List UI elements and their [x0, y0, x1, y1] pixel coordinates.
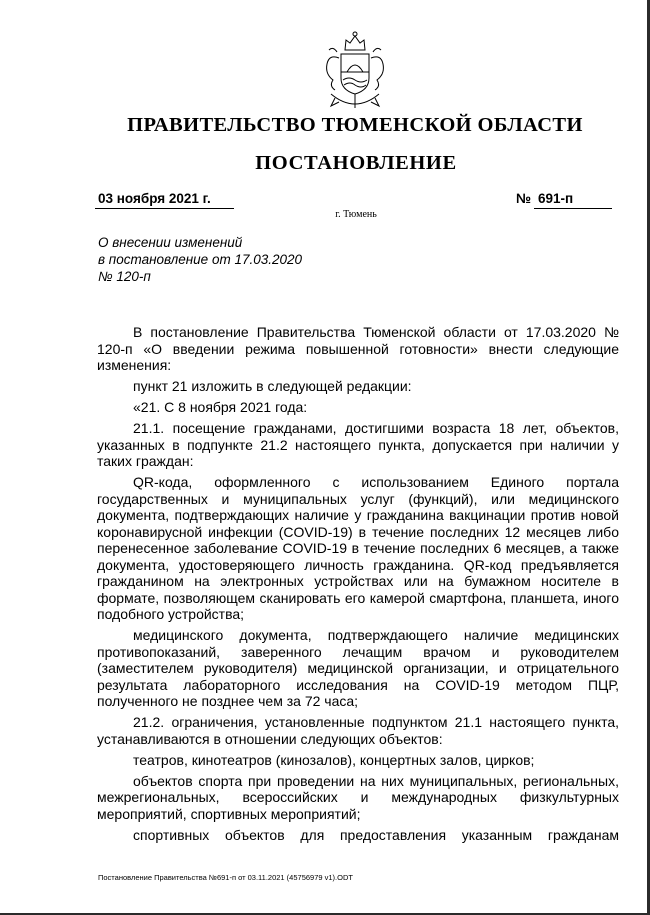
subject-line: № 120-п — [98, 269, 151, 284]
paragraph: объектов спорта при проведении на них муниципальных, региональных, межрегиональных, всероссийских и международных физкультурных мероприятий, спортивных мероприятий; — [97, 772, 619, 822]
paragraph: В постановление Правительства Тюменской области от 17.03.2020 № 120-п «О введении режима повышенной готовности» внести следующие изменения: — [97, 324, 619, 373]
paragraph: театров, кинотеатров (кинозалов), концертных залов, цирков; — [133, 751, 535, 768]
paragraph: пункт 21 изложить в следующей редакции: — [133, 378, 412, 394]
paragraph: 21.2. ограничения, установленные подпунктом 21.1 настоящего пункта, устанавливаются в отношении следующих объектов: — [97, 714, 619, 747]
document-body — [97, 324, 619, 848]
subject-line: О внесении изменений — [98, 235, 243, 250]
document-date: 03 ноября 2021 г. — [98, 191, 211, 206]
government-name: ПРАВИТЕЛЬСТВО ТЮМЕНСКОЙ ОБЛАСТИ — [127, 114, 583, 136]
city: г. Тюмень — [335, 209, 377, 220]
paragraph: QR-кода, оформленного с использованием Единого портала государственных и муниципальных услуг (функций), или медицинского документа, подтверждающих наличие у гражданина вакцинации против новой коронавирусной инфекции (COVID-19) в течение последних 12 месяцев либо перенесенное заболевание COVID-19 в течение последних 6 месяцев, а также документа, удостоверяющего личность гражданина. QR-код предъявляется гражданином на электронных устройствах или на бумажном носителе в формате, позволяющем сканировать его камерой смартфона, планшета, иного подобного устройства; — [97, 474, 619, 622]
paragraph: «21. С 8 ноября 2021 года: — [133, 399, 308, 415]
number-label: № — [516, 191, 532, 206]
footer-file-reference: Постановление Правительства №691-п от 03.11.2021 (45756979 v1).ODT — [98, 873, 353, 882]
paragraph: 21.1. посещение гражданами, достигшими возраста 18 лет, объектов, указанных в подпункте 21.2 настоящего пункта, допускается при наличии у таких граждан: — [97, 420, 619, 469]
paragraph: спортивных объектов для предоставления указанным гражданам — [133, 826, 619, 843]
coat-of-arms-icon — [317, 28, 393, 112]
paragraph: медицинского документа, подтверждающего наличие медицинских противопоказаний, заверенного лечащим врачом и руководителем (заместителем руководителя) медицинской организации, и отрицательного результата лабораторного исследования на COVID-19 методом ПЦР, полученного не позднее чем за 72 часа; — [97, 627, 619, 709]
document-number: 691-п — [538, 191, 574, 206]
document-type: ПОСТАНОВЛЕНИЕ — [255, 152, 457, 174]
subject-line: в постановление от 17.03.2020 — [98, 252, 303, 267]
document-subject — [98, 234, 302, 285]
